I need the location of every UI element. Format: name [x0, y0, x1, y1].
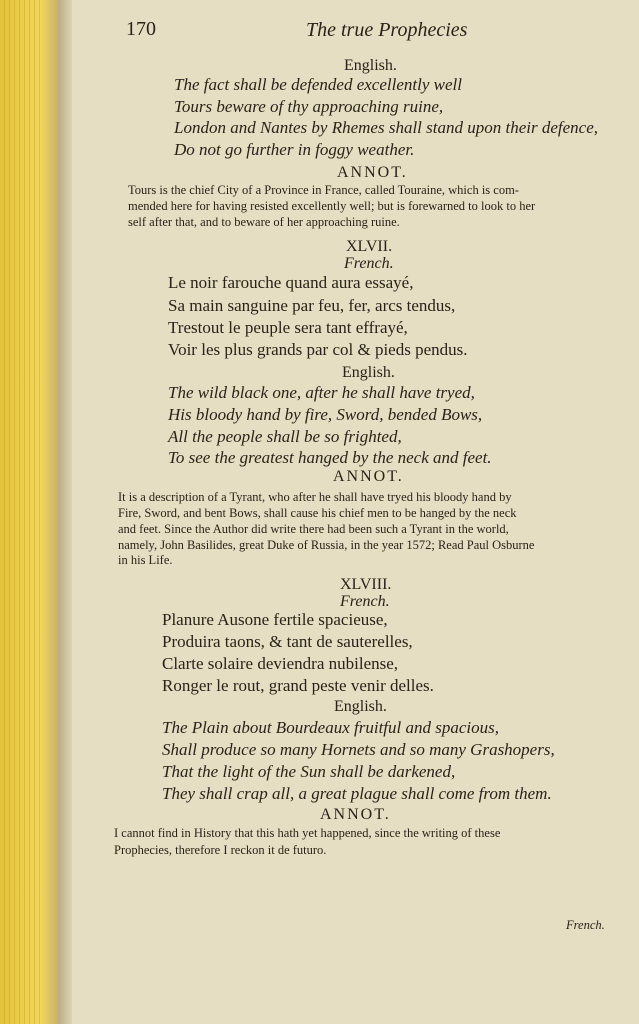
- verse-line: London and Nantes by Rhemes shall stand upon their defence,: [174, 118, 599, 137]
- annot-heading: ANNOT.: [320, 806, 391, 823]
- page-edge-lines: [4, 0, 44, 1024]
- verse-line: All the people shall be so frighted,: [168, 427, 402, 446]
- page-number: 170: [126, 18, 156, 40]
- annot-text-line: Prophecies, therefore I reckon it de futuro.: [114, 843, 327, 857]
- verse-line: Voir les plus grands par col & pieds pendus.: [168, 340, 468, 359]
- verse-line: Do not go further in foggy weather.: [174, 140, 415, 159]
- verse-line: The fact shall be defended excellently well: [174, 75, 462, 94]
- catchword: French.: [566, 918, 605, 932]
- french-heading: French.: [344, 255, 394, 272]
- verse-line: Shall produce so many Hornets and so many Grashopers,: [162, 740, 555, 759]
- annot-text-line: and feet. Since the Author did write there had been such a Tyrant in the world,: [118, 522, 509, 536]
- verse-line: Tours beware of thy approaching ruine,: [174, 97, 444, 116]
- english-heading: English.: [344, 57, 397, 74]
- verse-line: Ronger le rout, grand peste venir delles.: [162, 676, 434, 695]
- annot-text-line: mended here for having resisted excellently well; but is forewarned to look to her: [128, 199, 536, 213]
- annot-text-line: in his Life.: [118, 553, 173, 567]
- quatrain-number: XLVII.: [346, 238, 393, 255]
- english-heading: English.: [334, 698, 387, 715]
- french-heading: French.: [340, 593, 390, 610]
- annot-heading: ANNOT.: [337, 164, 408, 181]
- verse-line: The Plain about Bourdeaux fruitful and spacious,: [162, 718, 499, 737]
- verse-line: The wild black one, after he shall have tryed,: [168, 383, 475, 402]
- verse-line: To see the greatest hanged by the neck and feet.: [168, 448, 492, 467]
- annot-text-line: namely, John Basilides, great Duke of Russia, in the year 1572; Read Paul Osburne: [118, 538, 535, 552]
- annot-text-line: self after that, and to beware of her approaching ruine.: [128, 215, 400, 229]
- verse-line: Planure Ausone fertile spacieuse,: [162, 610, 388, 629]
- running-title: The true Prophecies: [306, 19, 468, 41]
- verse-line: That the light of the Sun shall be darkened,: [162, 762, 456, 781]
- verse-line: Clarte solaire deviendra nubilense,: [162, 654, 399, 673]
- verse-line: They shall crap all, a great plague shall come from them.: [162, 784, 552, 803]
- verse-line: Produira taons, & tant de sauterelles,: [162, 632, 413, 651]
- book-gutter: [58, 0, 72, 1024]
- verse-line: Trestout le peuple sera tant effrayé,: [168, 318, 408, 337]
- gilded-page-edge: [0, 0, 58, 1024]
- quatrain-number: XLVIII.: [340, 576, 392, 593]
- verse-line: Sa main sanguine par feu, fer, arcs tendus,: [168, 296, 456, 315]
- verse-line: Le noir farouche quand aura essayé,: [168, 273, 414, 292]
- annot-text-line: I cannot find in History that this hath yet happened, since the writing of these: [114, 826, 501, 840]
- annot-text-line: Fire, Sword, and bent Bows, shall cause his chief men to be hanged by the neck: [118, 506, 517, 520]
- verse-line: His bloody hand by fire, Sword, bended Bows,: [168, 405, 483, 424]
- annot-text-line: Tours is the chief City of a Province in France, called Touraine, which is com-: [128, 183, 519, 197]
- annot-heading: ANNOT.: [333, 468, 404, 485]
- annot-text-line: It is a description of a Tyrant, who after he shall have tryed his bloody hand by: [118, 490, 512, 504]
- english-heading: English.: [342, 364, 395, 381]
